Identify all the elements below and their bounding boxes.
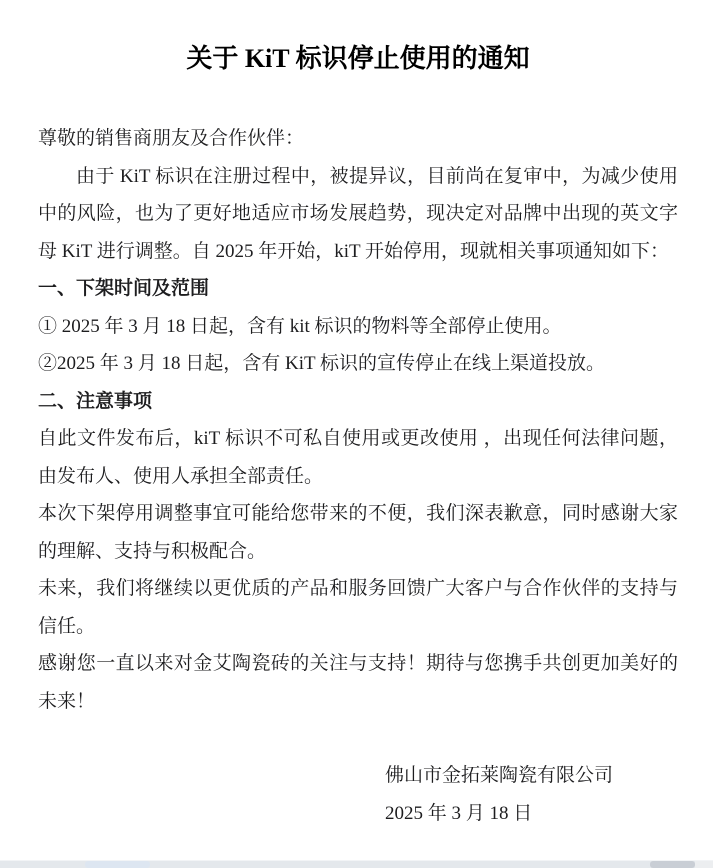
section2-paragraph-2: 本次下架停用调整事宜可能给您带来的不便，我们深表歉意，同时感谢大家的理解、支持与积极配合。 xyxy=(38,503,678,562)
section2-paragraph-1: 自此文件发布后，kiT 标识不可私自使用或更改使用 ，出现任何法律问题，由发布人、使用人承担全部责任。 xyxy=(38,428,678,487)
signature-date: 2025 年 3 月 18 日 xyxy=(384,802,533,824)
signature-company: 佛山市金拓莱陶瓷有限公司 xyxy=(384,765,613,786)
section2-paragraph-4: 感谢您一直以来对金艾陶瓷砖的关注与支持！期待与您携手共创更加美好的未来！ xyxy=(38,653,678,712)
section1-item-1: ① 2025 年 3 月 18 日起，含有 kit 标识的物料等全部停止使用。 xyxy=(38,315,562,337)
section1-heading: 一、下架时间及范围 xyxy=(38,278,210,299)
horizontal-scrollbar-track[interactable] xyxy=(0,860,713,868)
section2-heading: 二、注意事项 xyxy=(38,390,153,412)
section1-item-2: ②2025 年 3 月 18 日起，含有 KiT 标识的宣传停止在线上渠道投放。 xyxy=(38,353,606,374)
scrollbar-thumb[interactable] xyxy=(650,861,695,868)
scrollbar-tint-segment xyxy=(85,861,150,868)
scrollbar-corner xyxy=(695,861,713,868)
section2-paragraph-3: 未来，我们将继续以更优质的产品和服务回馈广大客户与合作伙伴的支持与信任。 xyxy=(38,578,678,637)
document-body xyxy=(38,120,678,832)
intro-paragraph: 由于 KiT 标识在注册过程中，被提异议，目前尚在复审中，为减少使用中的风险，也为了更好地适应市场发展趋势，现决定对品牌中出现的英文字母 KiT 进行调整。自 2025 年开始，kiT 开始停用，现就相关事项通知如下： xyxy=(38,165,678,262)
document-title: 关于 KiT 标识停止使用的通知 xyxy=(186,44,530,73)
signature-block xyxy=(385,757,613,832)
greeting-line: 尊敬的销售商朋友及合作伙伴： xyxy=(38,128,305,149)
